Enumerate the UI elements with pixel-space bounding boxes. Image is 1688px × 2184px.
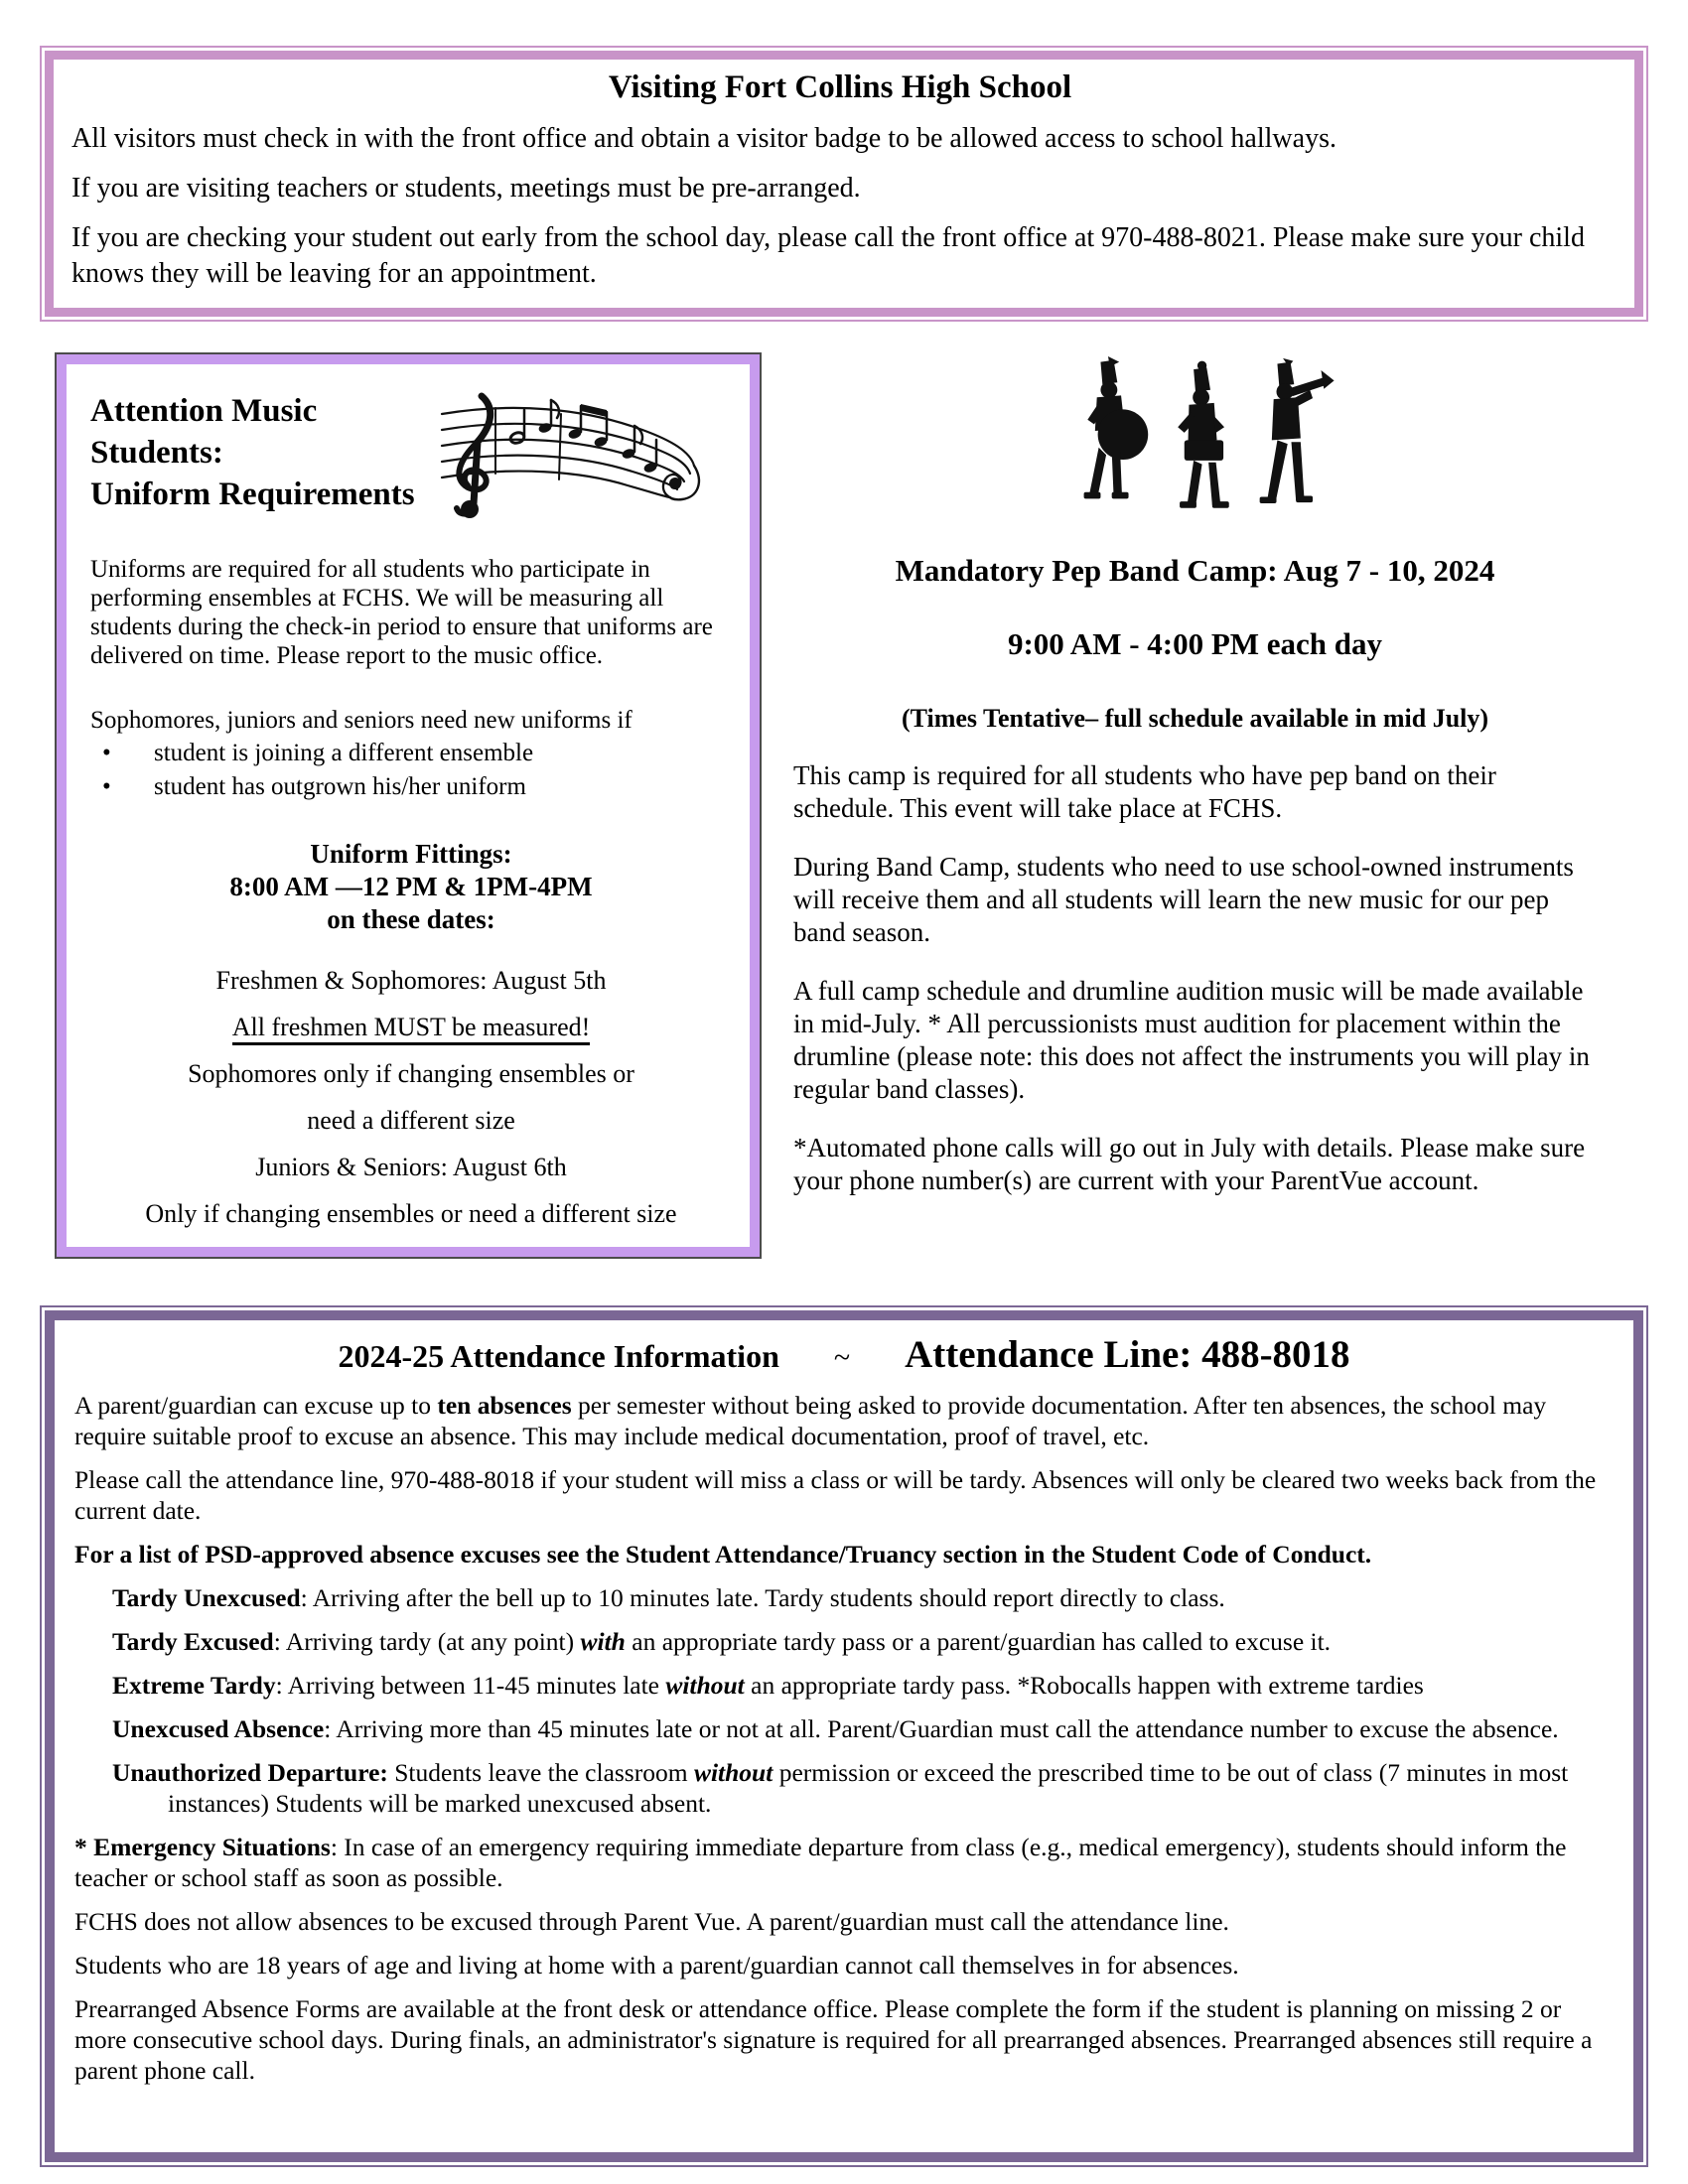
definition-text: : Arriving after the bell up to 10 minutes late. Tardy students should report directly to class. (300, 1583, 1225, 1612)
pep-band-tentative-note: (Times Tentative– full schedule available in mid July) (901, 704, 1489, 733)
bullet-text: • student is joining a different ensemble (154, 740, 534, 766)
definition-unauthorized-departure (112, 1757, 1584, 1819)
schedule-line: need a different size (307, 1106, 515, 1135)
definition-emphasis: with (580, 1627, 626, 1656)
definition-tardy-excused (112, 1626, 1584, 1657)
definition-text: : Arriving between 11-45 minutes late (275, 1671, 666, 1700)
music-title-line2: Uniform Requirements (90, 477, 415, 512)
underlined-text: All freshmen MUST be measured! (232, 1013, 591, 1045)
emergency-term: Emergency Situations (93, 1833, 331, 1861)
pep-band-para-3: A full camp schedule and drumline audition music will be made available in mid-July. * All percussionists must audition for placement within the drumline (please note: this does not affect the instruments you will play in regular band classes). (793, 976, 1590, 1104)
music-para-2: Sophomores, juniors and seniors need new uniforms if (90, 707, 633, 734)
emergency-prefix: * (74, 1833, 94, 1861)
tilde-separator: ~ (833, 1341, 851, 1374)
definition-term: Unexcused Absence (112, 1714, 325, 1743)
bullet-item (90, 772, 732, 802)
emergency-text: : In case of an emergency requiring immediate departure from class (e.g., medical emergency), students should inform the teacher or school staff as soon as possible. (74, 1833, 1567, 1892)
attendance-box (45, 1310, 1643, 2162)
definition-term: Tardy Excused (112, 1627, 274, 1656)
schedule-line: Sophomores only if changing ensembles or (188, 1059, 634, 1088)
fittings-heading-line1: Uniform Fittings: (310, 839, 512, 869)
attendance-header (74, 1332, 1614, 1377)
definition-text: an appropriate tardy pass or a parent/guardian has called to excuse it. (625, 1627, 1332, 1656)
definition-term: Unauthorized Departure: (112, 1758, 388, 1787)
definition-text: : Arriving tardy (at any point) (273, 1627, 581, 1656)
definition-text: Students leave the classroom (387, 1758, 694, 1787)
definition-emphasis: without (665, 1671, 745, 1700)
definition-text: : Arriving more than 45 minutes late or not at all. Parent/Guardian must call the attendance number to excuse the absence. (324, 1714, 1559, 1743)
para-bold-text: ten absences (437, 1391, 572, 1420)
attendance-title: 2024-25 Attendance Information (338, 1338, 779, 1374)
para-text: per semester without being asked to provide documentation. After ten absences, the school may require suitable proof to excuse an absence. This may include medical documentation, proof of travel, etc. (74, 1391, 1547, 1450)
para-text: A parent/guardian can excuse up to (74, 1391, 438, 1420)
schedule-line: Only if changing ensembles or need a different size (145, 1199, 677, 1228)
attendance-para-6: Students who are 18 years of age and living at home with a parent/guardian cannot call themselves in for absences. (74, 1951, 1239, 1979)
pep-band-title: Mandatory Pep Band Camp: Aug 7 - 10, 2024 (895, 553, 1495, 588)
definition-text: an appropriate tardy pass. *Robocalls happen with extreme tardies (744, 1671, 1424, 1700)
schedule-line: Juniors & Seniors: August 6th (255, 1153, 567, 1181)
attendance-line-title: Attendance Line: 488-8018 (905, 1333, 1350, 1376)
visiting-para-1: All visitors must check in with the front office and obtain a visitor badge to be allowed access to school hallways. (71, 123, 1336, 154)
pep-band-para-4: *Automated phone calls will go out in July with details. Please make sure your phone number(s) are current with your ParentVue account. (793, 1133, 1586, 1195)
emergency-situations-para (74, 1832, 1614, 1893)
marching-band-clipart (1047, 356, 1344, 533)
visiting-para-3: If you are checking your student out early from the school day, please call the front office at 970-488-8021. Please make sure your child knows they will be leaving for an appointment. (71, 222, 1585, 289)
attendance-para-7: Prearranged Absence Forms are available at the front desk or attendance office. Please complete the form if the student is planning on missing 2 or more consecutive school days. During finals, an administrator's signature is required for all prearranged absences. Prearranged absences still require a parent phone call. (74, 1994, 1593, 2085)
definition-extreme-tardy (112, 1670, 1584, 1701)
schedule-line (90, 1013, 732, 1042)
definition-text: permission or exceed the prescribed time to be out of class (7 minutes in most instances) Students will be marked unexcused absent. (168, 1758, 1569, 1818)
definition-term: Tardy Unexcused (112, 1583, 301, 1612)
schedule-line: Freshmen & Sophomores: August 5th (215, 966, 607, 995)
definition-term: Extreme Tardy (112, 1671, 276, 1700)
bullet-text: • student has outgrown his/her uniform (154, 773, 526, 800)
music-title-line1: Attention Music Students: (90, 393, 318, 471)
pep-band-section (791, 352, 1648, 1197)
attendance-para-2: Please call the attendance line, 970-488-8018 if your student will miss a class or will be tardy. Absences will only be cleared two weeks back from the current date. (74, 1465, 1597, 1525)
music-uniform-box (55, 352, 762, 1259)
music-staff-clipart (434, 386, 732, 535)
uniform-fittings-heading (90, 838, 732, 936)
definition-emphasis: without (693, 1758, 774, 1787)
bullet-item (90, 739, 732, 768)
definition-tardy-unexcused (112, 1582, 1584, 1613)
music-uniform-box-inner (57, 354, 760, 1257)
visiting-para-2: If you are visiting teachers or students, meetings must be pre-arranged. (71, 173, 861, 204)
visiting-title: Visiting Fort Collins High School (608, 69, 1072, 105)
pep-band-para-1: This camp is required for all students who have pep band on their schedule. This event will take place at FCHS. (793, 760, 1496, 823)
attendance-para-3: For a list of PSD-approved absence excuses see the Student Attendance/Truancy section in the Student Code of Conduct. (74, 1540, 1372, 1569)
fittings-heading-line2: 8:00 AM —12 PM & 1PM-4PM (229, 872, 593, 901)
middle-section (40, 352, 1648, 1259)
attendance-para-5: FCHS does not allow absences to be excused through Parent Vue. A parent/guardian must call the attendance line. (74, 1907, 1229, 1936)
pep-band-para-2: During Band Camp, students who need to use school-owned instruments will receive them and all students will learn the new music for our pep band season. (793, 852, 1574, 947)
definition-unexcused-absence (112, 1713, 1584, 1744)
pep-band-time: 9:00 AM - 4:00 PM each day (1007, 626, 1383, 661)
music-para-1: Uniforms are required for all students who participate in performing ensembles at FCHS. We will be measuring all students during the check-in period to ensure that uniforms are delivered on time. Please report to the music office. (90, 556, 720, 669)
attendance-para-1 (74, 1390, 1614, 1451)
fittings-heading-line3: on these dates: (327, 904, 495, 934)
visiting-box (45, 51, 1643, 317)
